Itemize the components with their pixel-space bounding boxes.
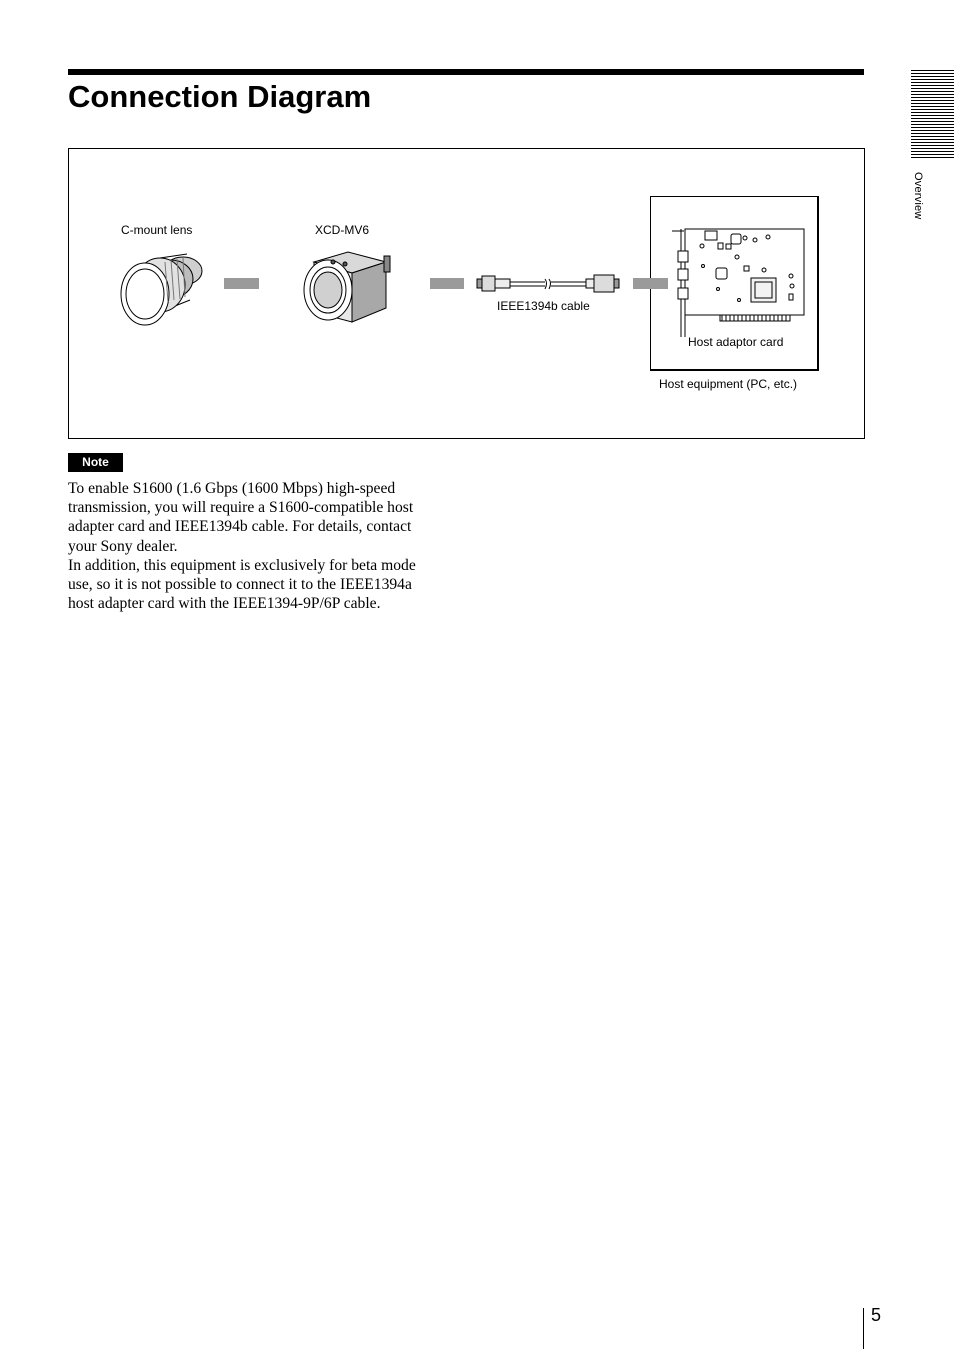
host-adaptor-card-illustration bbox=[672, 229, 804, 337]
page-number: 5 bbox=[871, 1305, 882, 1325]
page-title: Connection Diagram bbox=[68, 79, 372, 114]
page-number-rule bbox=[863, 1308, 864, 1349]
connector-bar-cable-host bbox=[633, 278, 668, 289]
note-badge: Note bbox=[68, 453, 123, 472]
note-paragraph: To enable S1600 (1.6 Gbps (1600 Mbps) high-speed transmission, you will require a S1600-compatible host adapter card and IEEE1394b cable. For details, contact your Sony dealer. bbox=[68, 480, 414, 555]
section-tab-label: Overview bbox=[912, 172, 924, 220]
c-mount-lens-illustration bbox=[121, 254, 202, 325]
connector-bar-camera-cable bbox=[430, 278, 464, 289]
camera-label: XCD-MV6 bbox=[315, 223, 370, 237]
note-body bbox=[68, 479, 440, 613]
cable-label: IEEE1394b cable bbox=[497, 299, 590, 313]
host-equipment-label: Host equipment (PC, etc.) bbox=[659, 377, 798, 391]
ieee1394b-cable-illustration bbox=[477, 275, 619, 292]
host-adaptor-card-label: Host adaptor card bbox=[688, 335, 784, 349]
camera-illustration bbox=[304, 252, 390, 322]
connector-bar-lens-camera bbox=[224, 278, 259, 289]
note-paragraph: In addition, this equipment is exclusively for beta mode use, so it is not possible to connect it to the IEEE1394a host adapter card with the IEEE1394-9P/6P cable. bbox=[68, 556, 416, 613]
lens-label: C-mount lens bbox=[121, 223, 193, 237]
